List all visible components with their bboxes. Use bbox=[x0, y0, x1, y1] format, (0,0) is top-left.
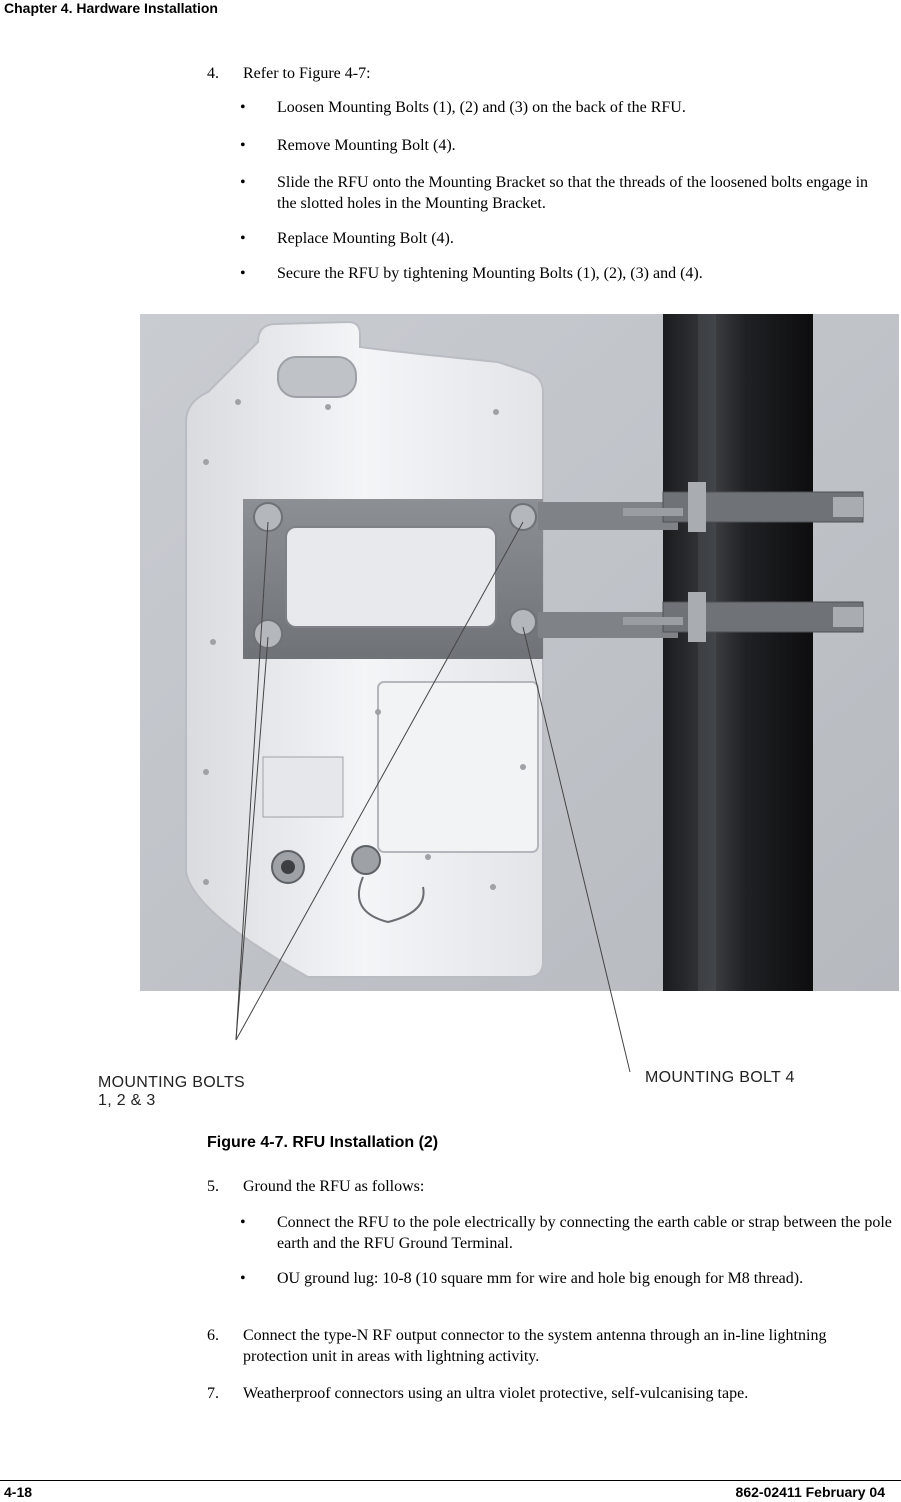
step-4 bbox=[207, 63, 867, 85]
footer-divider bbox=[0, 1480, 901, 1481]
step-text: Refer to Figure 4-7: bbox=[243, 65, 371, 82]
callout-line: MOUNTING BOLTS bbox=[98, 1074, 246, 1091]
callout-mounting-bolt-4: MOUNTING BOLT 4 bbox=[645, 1069, 795, 1086]
bullet-item bbox=[240, 228, 900, 250]
bullet-text: Replace Mounting Bolt (4). bbox=[277, 230, 454, 247]
bullet-item bbox=[240, 1268, 900, 1312]
bullet-icon: • bbox=[240, 1214, 246, 1231]
bullet-item bbox=[240, 97, 900, 119]
bullet-item bbox=[240, 1212, 900, 1256]
page-number: 4-18 bbox=[4, 1484, 33, 1500]
bullet-icon: • bbox=[240, 1270, 246, 1287]
chapter-header: Chapter 4. Hardware Installation bbox=[4, 0, 218, 16]
step-text: Weatherproof connectors using an ultra violet protective, self-vulcanising tape. bbox=[243, 1385, 749, 1402]
bullet-icon: • bbox=[240, 137, 246, 154]
bullet-text: Remove Mounting Bolt (4). bbox=[277, 137, 456, 154]
rfu-installation-figure bbox=[98, 312, 899, 1109]
bullet-item bbox=[240, 172, 900, 216]
bullet-text: Connect the RFU to the pole electrically by connecting the earth cable or strap between the pole earth and the RFU Ground Terminal. bbox=[277, 1214, 892, 1252]
step-text: Connect the type-N RF output connector to the system antenna through an in-line lightning protection unit in areas with lightning activity. bbox=[243, 1327, 827, 1365]
bullet-icon: • bbox=[240, 265, 246, 282]
bullet-text: Loosen Mounting Bolts (1), (2) and (3) on the back of the RFU. bbox=[277, 99, 686, 116]
bullet-text: OU ground lug: 10-8 (10 square mm for wire and hole big enough for M8 thread). bbox=[277, 1270, 804, 1287]
callout-line: 1, 2 & 3 bbox=[98, 1092, 156, 1109]
document-id: 862-02411 February 04 bbox=[735, 1484, 885, 1500]
rfu-photo bbox=[98, 312, 899, 1092]
step-number: 6. bbox=[207, 1327, 219, 1344]
bullet-icon: • bbox=[240, 174, 246, 191]
bullet-item bbox=[240, 135, 900, 157]
bullet-text: Slide the RFU onto the Mounting Bracket so that the threads of the loosened bolts engage in the slotted holes in the Mounting Bracket. bbox=[277, 174, 869, 212]
step-5 bbox=[207, 1176, 867, 1198]
step-7 bbox=[207, 1383, 897, 1405]
step-number: 7. bbox=[207, 1385, 219, 1402]
step-6 bbox=[207, 1325, 897, 1369]
bullet-text: Secure the RFU by tightening Mounting Bolts (1), (2), (3) and (4). bbox=[277, 265, 703, 282]
callout-mounting-bolts-1-2-3 bbox=[98, 1074, 358, 1110]
step-number: 4. bbox=[207, 65, 219, 82]
step-text: Ground the RFU as follows: bbox=[243, 1178, 425, 1195]
bullet-icon: • bbox=[240, 99, 246, 116]
step-number: 5. bbox=[207, 1178, 219, 1195]
bullet-item bbox=[240, 263, 900, 285]
bullet-icon: • bbox=[240, 230, 246, 247]
figure-caption: Figure 4-7. RFU Installation (2) bbox=[207, 1134, 439, 1151]
